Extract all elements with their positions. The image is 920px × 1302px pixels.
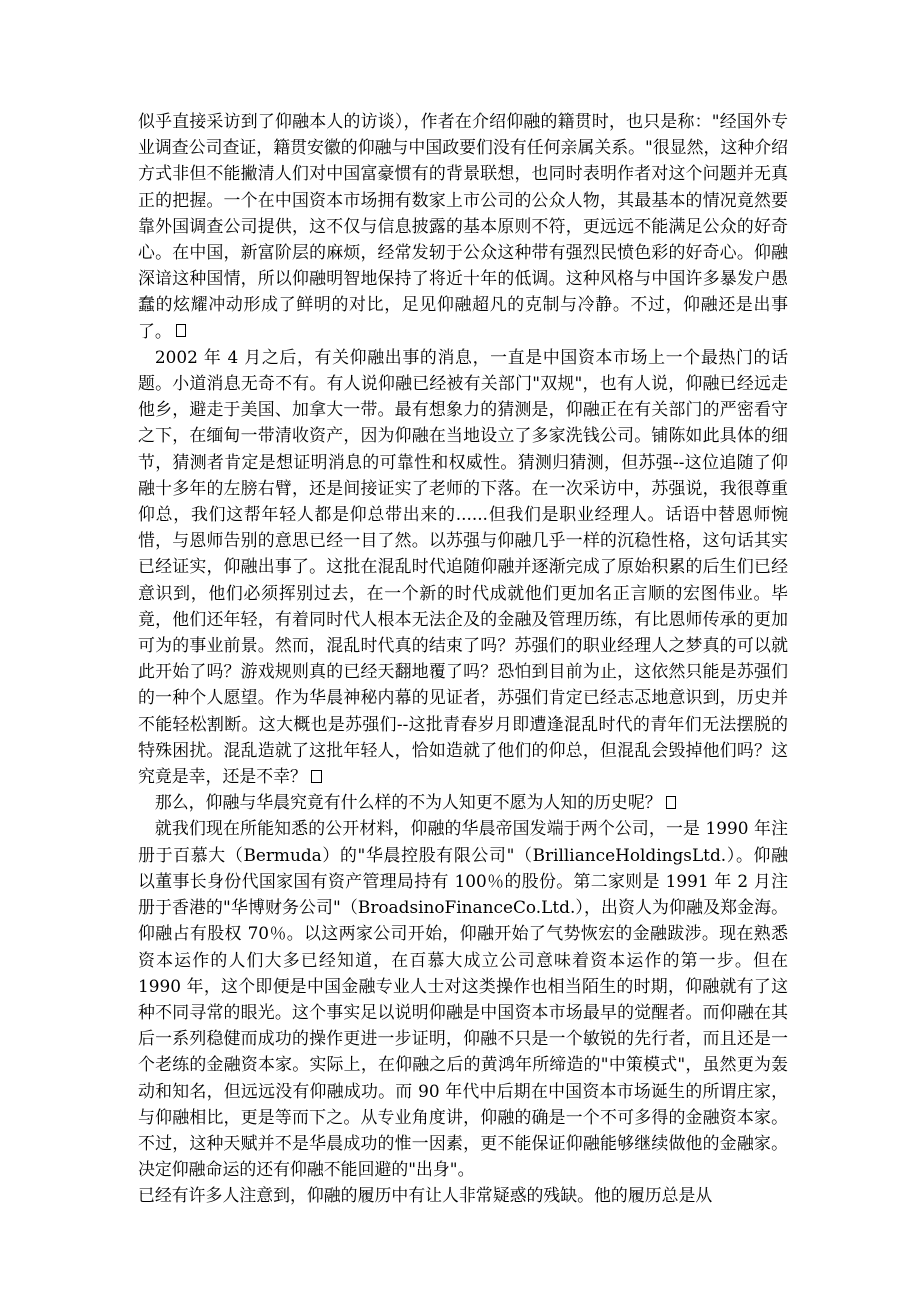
paragraph (138, 1182, 788, 1208)
placeholder-box-icon (311, 770, 321, 783)
paragraph-text: 2002 年 4 月之后，有关仰融出事的消息，一直是中国资本市场上一个最热门的话题。小道消息无奇不有。有人说仰融已经被有关部门"双规"，也有人说，仰融已经远走他乡，避走于美国、加拿大一带。最有想象力的猜测是，仰融正在有关部门的严密看守之下，在缅甸一带清收资产，因为仰融在当地设立了多家洗钱公司。铺陈如此具体的细节，猜测者肯定是想证明消息的可靠性和权威性。猜测归猜测，但苏强--这位追随了仰融十多年的左膀右臂，还是间接证实了老师的下落。在一次采访中，苏强说，我很尊重仰总，我们这帮年轻人都是仰总带出来的......但我们是职业经理人。话语中替恩师惋惜，与恩师告别的意思已经一目了然。以苏强与仰融几乎一样的沉稳性格，这句话其实已经证实，仰融出事了。这批在混乱时代追随仰融并逐渐完成了原始积累的后生们已经意识到，他们必须挥别过去，在一个新的时代成就他们更加名正言顺的宏图伟业。毕竟，他们还年轻，有着同时代人根本无法企及的金融及管理历练，有比恩师传承的更加可为的事业前景。然而，混乱时代真的结束了吗？苏强们的职业经理人之梦真的可以就此开始了吗？游戏规则真的已经天翻地覆了吗？恐怕到目前为止，这依然只能是苏强们的一种个人愿望。作为华晨神秘内幕的见证者，苏强们肯定已经志忑地意识到，历史并不能轻松割断。这大概也是苏强们--这批青春岁月即遭逢混乱时代的青年们无法摆脱的特殊困扰。混乱造就了这批年轻人，恰如造就了他们的仰总，但混乱会毁掉他们吗？这究竟是幸，还是不幸？ (138, 346, 788, 787)
placeholder-box-icon (666, 796, 676, 809)
paragraph-text: 那么，仰融与华晨究竟有什么样的不为人知更不愿为人知的历史呢？ (154, 792, 662, 813)
paragraph-text: 已经有许多人注意到，仰融的履历中有让人非常疑惑的残缺。他的履历总是从 (138, 1185, 713, 1206)
paragraph (138, 344, 788, 789)
paragraph (138, 815, 788, 1182)
paragraph-text: 就我们现在所能知悉的公开材料，仰融的华晨帝国发端于两个公司，一是 1990 年注册于百慕大（Bermuda）的"华晨控股有限公司"（BrillianceHoldingsLtd.）。仰融以董事长身份代国家国有资产管理局持有 100％的股份。第二家则是 1991 年 2 月注册于香港的"华博财务公司"（BroadsinoFinanceCo.Ltd.），出资人为仰融及郑金海。仰融占有股权 70％。以这两家公司开始，仰融开始了气势恢宏的金融跋涉。现在熟悉资本运作的人们大多已经知道，在百慕大成立公司意味着资本运作的第一步。但在 1990 年，这个即便是中国金融专业人士对这类操作也相当陌生的时期，仰融就有了这种不同寻常的眼光。这个事实足以说明仰融是中国资本市场最早的觉醒者。而仰融在其后一系列稳健而成功的操作更进一步证明，仰融不只是一个敏锐的先行者，而且还是一个老练的金融资本家。实际上，在仰融之后的黄鸿年所缔造的"中策模式"，虽然更为轰动和知名，但远远没有仰融成功。而 90 年代中后期在中国资本市场诞生的所谓庄家，与仰融相比，更是等而下之。从专业角度讲，仰融的确是一个不可多得的金融资本家。不过，这种天赋并不是华晨成功的惟一因素，更不能保证仰融能够继续做他的金融家。决定仰融命运的还有仰融不能回避的"出身"。 (138, 818, 788, 1180)
paragraph (138, 789, 788, 815)
paragraph-text: 似乎直接采访到了仰融本人的访谈），作者在介绍仰融的籍贯时，也只是称："经国外专业调查公司查证，籍贯安徽的仰融与中国政要们没有任何亲属关系。"很显然，这种介绍方式非但不能撇清人们对中国富豪惯有的背景联想，也同时表明作者对这个问题并无真正的把握。一个在中国资本市场拥有数家上市公司的公众人物，其最基本的情况竟然要靠外国调查公司提供，这不仅与信息披露的基本原则不符，更远远不能满足公众的好奇心。在中国，新富阶层的麻烦，经常发轫于公众这种带有强烈民愤色彩的好奇心。仰融深谙这种国情，所以仰融明智地保持了将近十年的低调。这种风格与中国许多暴发户愚蠢的炫耀冲动形成了鲜明的对比，足见仰融超凡的克制与冷静。不过，仰融还是出事了。 (138, 111, 788, 341)
document-page (138, 108, 788, 1209)
paragraph (138, 108, 788, 344)
placeholder-box-icon (176, 324, 186, 337)
